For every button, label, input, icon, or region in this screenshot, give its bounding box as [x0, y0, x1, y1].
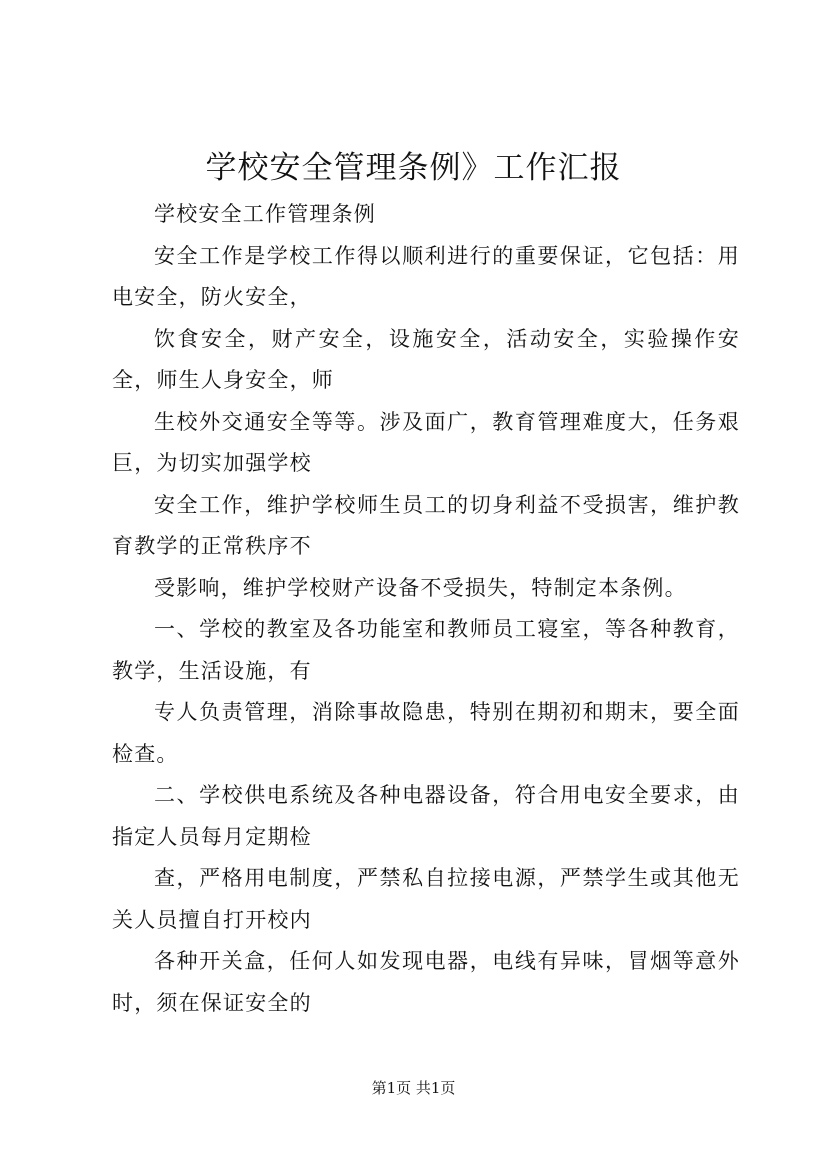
document-body — [112, 194, 740, 1024]
paragraph: 一、学校的教室及各功能室和教师员工寝室，等各种教育，教学，生活设施，有 — [112, 617, 740, 683]
document-title: 学校安全管理条例》工作汇报 — [205, 150, 622, 186]
paragraph: 生校外交通安全等等。涉及面广，教育管理难度大，任务艰巨，为切实加强学校 — [112, 409, 740, 475]
paragraph: 受影响，维护学校财产设备不受损失，特制定本条例。 — [154, 575, 687, 600]
paragraph: 安全工作是学校工作得以顺利进行的重要保证，它包括：用电安全，防火安全， — [112, 243, 740, 309]
paragraph: 专人负责管理，消除事故隐患，特别在期初和期末，要全面检查。 — [112, 700, 740, 766]
paragraph: 学校安全工作管理条例 — [154, 202, 376, 226]
paragraph: 饮食安全，财产安全，设施安全，活动安全，实验操作安全，师生人身安全，师 — [112, 326, 740, 392]
paragraph: 查，严格用电制度，严禁私自拉接电源，严禁学生或其他无关人员擅自打开校内 — [112, 866, 740, 932]
paragraph: 安全工作，维护学校师生员工的切身利益不受损害，维护教育教学的正常秩序不 — [112, 492, 740, 558]
paragraph: 各种开关盒，任何人如发现电器，电线有异味，冒烟等意外时，须在保证安全的 — [112, 949, 740, 1015]
paragraph: 二、学校供电系统及各种电器设备，符合用电安全要求，由指定人员每月定期检 — [112, 783, 740, 849]
page-footer: 第1页 共1页 — [371, 1079, 456, 1097]
